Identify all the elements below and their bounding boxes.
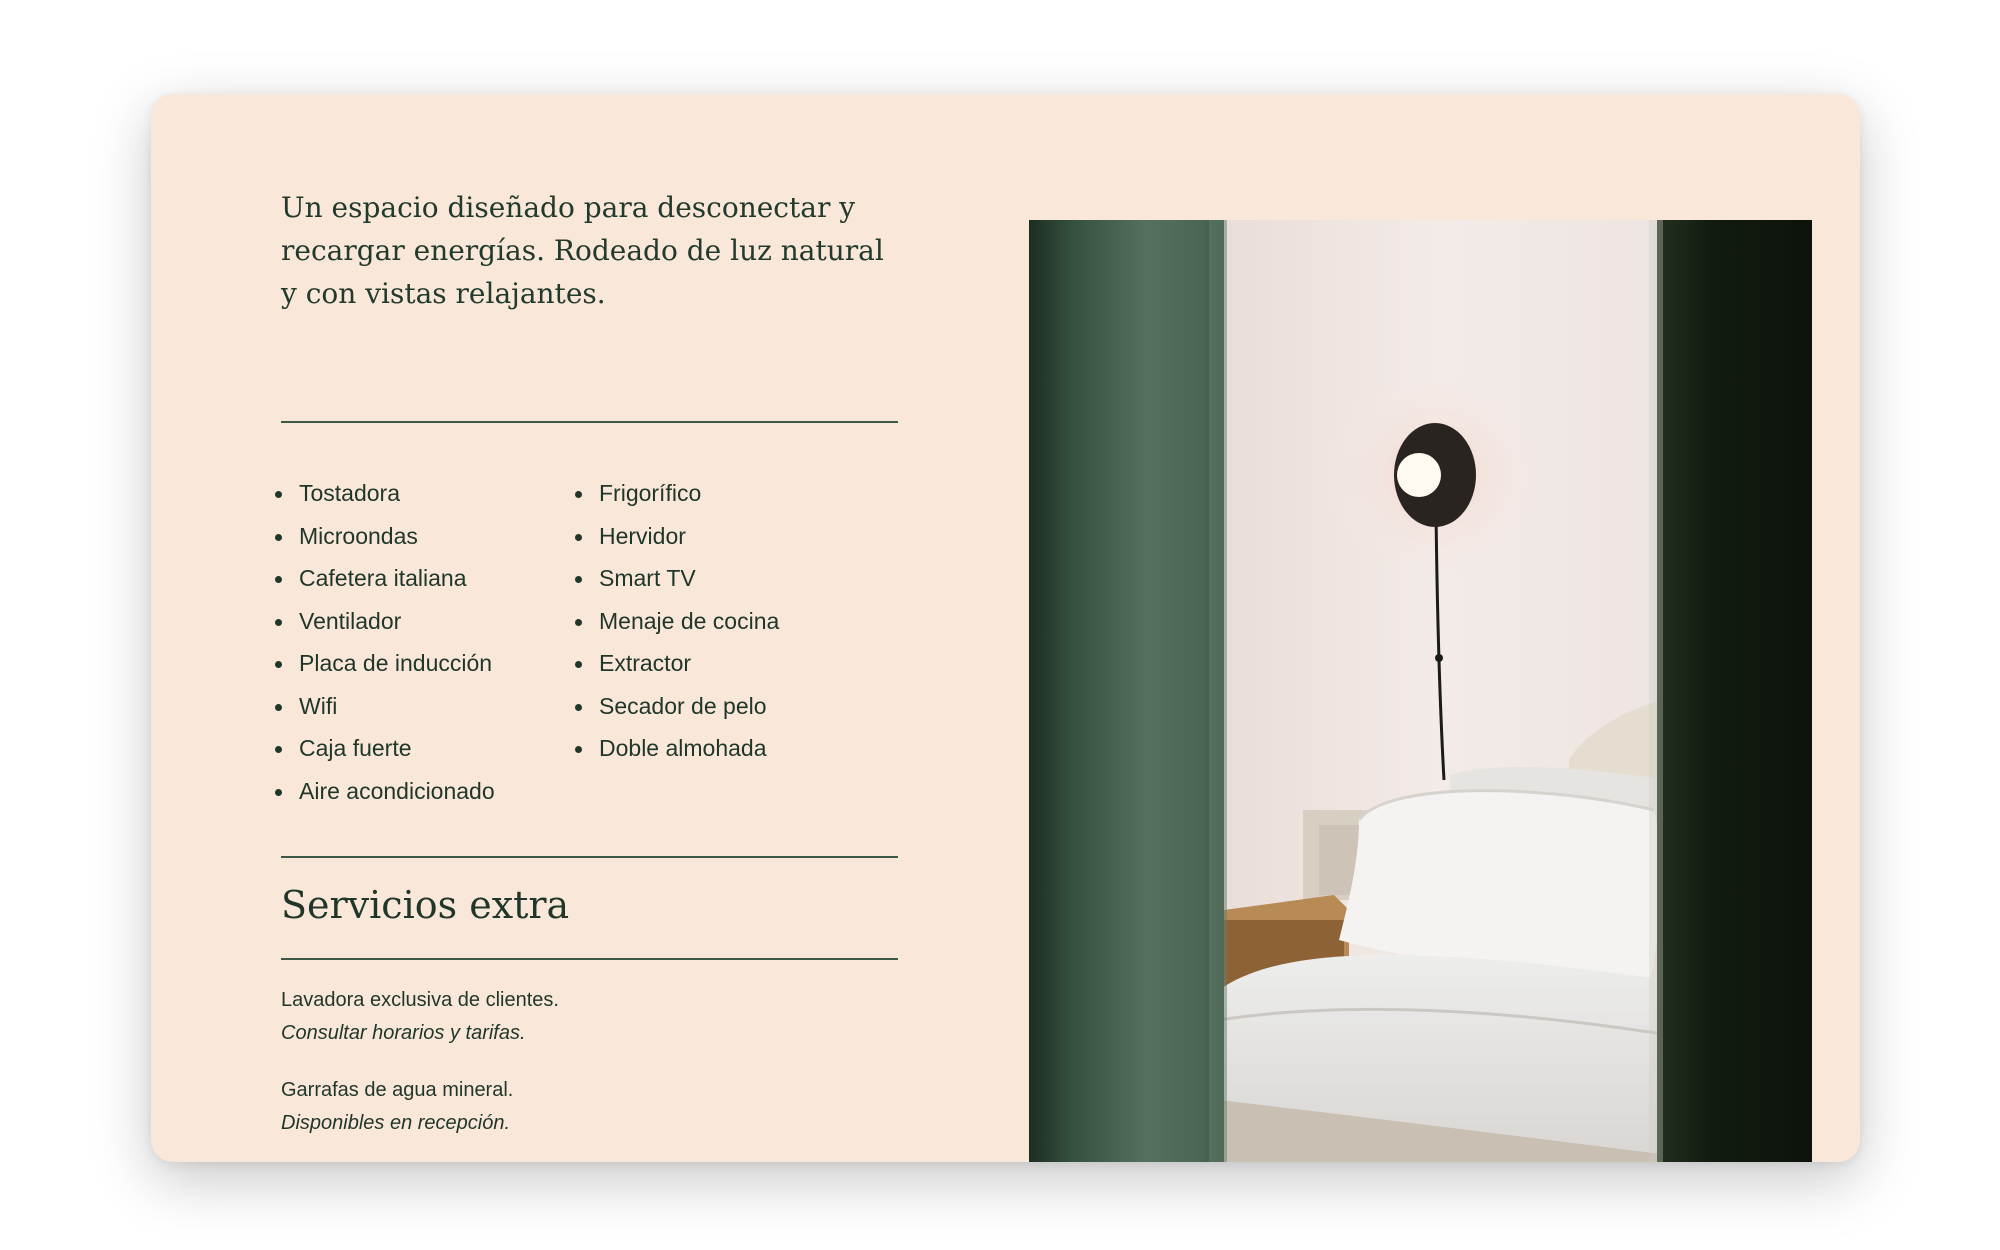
amenity-item: Cafetera italiana bbox=[281, 557, 495, 600]
extra-service-note: Disponibles en recepción. bbox=[281, 1112, 511, 1134]
amenity-item: Caja fuerte bbox=[281, 727, 495, 770]
extra-service-note: Consultar horarios y tarifas. bbox=[281, 1022, 526, 1044]
amenity-item: Ventilador bbox=[281, 600, 495, 643]
amenities-column-1 bbox=[281, 472, 495, 812]
amenity-item: Menaje de cocina bbox=[581, 600, 779, 643]
amenity-item: Frigorífico bbox=[581, 472, 779, 515]
bedroom-photo-icon bbox=[1029, 220, 1812, 1162]
extra-service-description: Garrafas de agua mineral. bbox=[281, 1079, 514, 1101]
extra-service-description: Lavadora exclusiva de clientes. bbox=[281, 989, 559, 1011]
extra-service-item bbox=[281, 1074, 901, 1140]
divider-middle bbox=[281, 856, 898, 858]
amenity-item: Wifi bbox=[281, 685, 495, 728]
amenity-item: Smart TV bbox=[581, 557, 779, 600]
amenity-item: Secador de pelo bbox=[581, 685, 779, 728]
amenities-column-2 bbox=[581, 472, 779, 770]
amenity-item: Hervidor bbox=[581, 515, 779, 558]
divider-bottom bbox=[281, 958, 898, 960]
content-card bbox=[151, 94, 1860, 1162]
amenity-item: Microondas bbox=[281, 515, 495, 558]
amenity-item: Tostadora bbox=[281, 472, 495, 515]
amenity-item: Extractor bbox=[581, 642, 779, 685]
extras-title: Servicios extra bbox=[281, 883, 570, 927]
amenity-item: Placa de inducción bbox=[281, 642, 495, 685]
bedroom-photo bbox=[1029, 220, 1812, 1162]
extra-service-item bbox=[281, 984, 901, 1050]
amenity-item: Doble almohada bbox=[581, 727, 779, 770]
divider-top bbox=[281, 421, 898, 423]
amenity-item: Aire acondicionado bbox=[281, 770, 495, 813]
intro-paragraph: Un espacio diseñado para desconectar y recargar energías. Rodeado de luz natural y con vistas relajantes. bbox=[281, 191, 884, 310]
